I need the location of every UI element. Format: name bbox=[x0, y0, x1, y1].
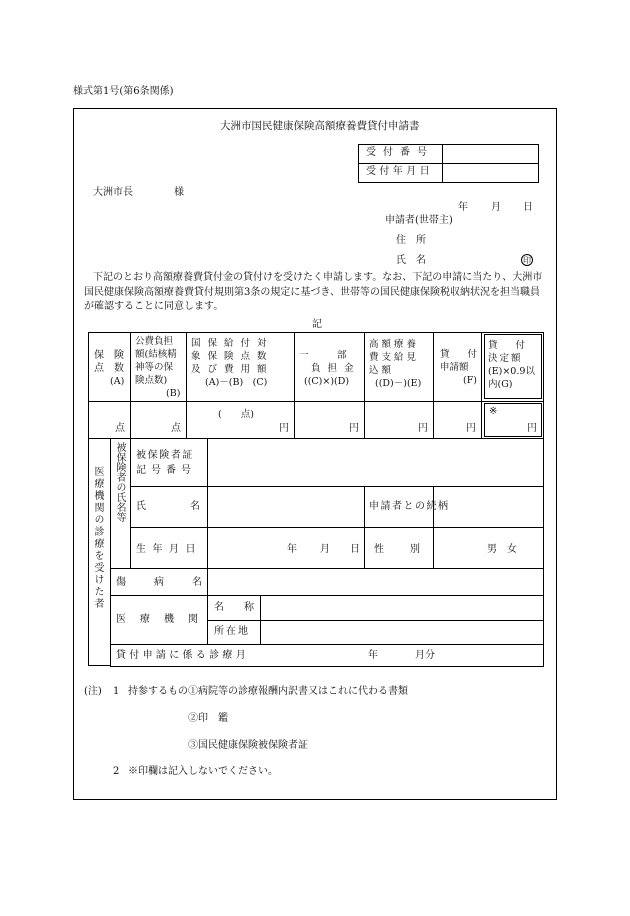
loan-year: 年 bbox=[368, 650, 378, 661]
institution-label: 医療機関 bbox=[116, 614, 212, 625]
header-f-2: 申請額 bbox=[440, 362, 469, 373]
inst-address-field[interactable] bbox=[262, 622, 542, 643]
header-d-3: ((C)×)(D) bbox=[304, 376, 350, 387]
ki-label: 記 bbox=[312, 319, 322, 330]
kome-mark: ※ bbox=[489, 406, 498, 417]
inst-name-field[interactable] bbox=[262, 597, 542, 619]
header-e-3: 込額 bbox=[369, 365, 395, 376]
header-b-1: 公費負担 bbox=[135, 336, 174, 347]
seal-icon: 印 bbox=[523, 255, 531, 265]
points-a-field[interactable] bbox=[90, 403, 129, 437]
form-title: 大洲市国民健康保険高額療養費貸付申請書 bbox=[220, 120, 420, 132]
header-f-1: 貸付 bbox=[440, 349, 496, 360]
disease-field[interactable] bbox=[209, 570, 542, 594]
date-month: 月 bbox=[491, 202, 501, 213]
birthdate-field[interactable] bbox=[209, 529, 363, 567]
notes-prefix: (注) bbox=[84, 686, 102, 697]
card-number-label-2: 記号番号 bbox=[136, 465, 196, 476]
unit-g: 円 bbox=[527, 423, 537, 434]
disease-label: 傷病名 bbox=[116, 577, 230, 588]
header-c-4: (A)－(B) (C) bbox=[205, 377, 268, 388]
header-a-1: 保険 bbox=[94, 350, 134, 361]
side-label: 医療機関の診療を受けた者 bbox=[92, 466, 103, 610]
header-e-4: ((D)－)(E) bbox=[375, 378, 422, 389]
header-d-2: 負担金 bbox=[311, 363, 361, 374]
note-1-a: 持参するもの①病院等の診療報酬内訳書又はこれに代わる書類 bbox=[128, 686, 408, 697]
loan-month-unit: 月分 bbox=[415, 650, 435, 661]
note-2-num: 2 bbox=[113, 766, 120, 777]
header-f-3: (F) bbox=[463, 375, 478, 386]
card-number-label-1: 被保険者証 bbox=[136, 450, 194, 461]
header-c-1: 国保給付対 bbox=[191, 338, 274, 349]
intro-line-3: が確認することに同意します。 bbox=[84, 301, 224, 312]
name-label: 氏名 bbox=[136, 501, 244, 512]
insured-label: 被保険者の氏名等 bbox=[114, 442, 125, 522]
intro-line-2: 国民健康保険高額療養費貸付規則第3条の規定に基づき、世帯等の国民健康保険税収納状況を担当職員 bbox=[84, 287, 540, 298]
receipt-number-field[interactable] bbox=[444, 146, 536, 161]
note-2: ※印欄は記入しないでください。 bbox=[128, 766, 278, 777]
unit-d: 円 bbox=[349, 423, 359, 434]
header-e-1: 高額療養 bbox=[369, 339, 420, 350]
applicant-name-label: 氏名 bbox=[396, 255, 436, 266]
header-g-3: (E)×0.9以 bbox=[488, 366, 535, 377]
header-d-1: 一 部 bbox=[299, 350, 347, 361]
unit-c-paren: ( 点) bbox=[218, 409, 254, 420]
birth-month: 月 bbox=[320, 544, 330, 555]
sex-label: 性別 bbox=[374, 544, 446, 555]
unit-b: 点 bbox=[171, 423, 181, 434]
applicant-label: 申請者(世帯主) bbox=[385, 215, 453, 226]
note-1-b: ②印 鑑 bbox=[188, 713, 228, 724]
loan-month-label: 貸付申請に係る診療月 bbox=[116, 650, 249, 661]
header-e-2: 費支給見 bbox=[369, 352, 420, 363]
receipt-date-field[interactable] bbox=[444, 165, 536, 180]
amount-f-field[interactable] bbox=[435, 403, 480, 437]
receipt-number-label: 受付番号 bbox=[366, 147, 434, 158]
header-g-1: 貸付 bbox=[488, 340, 544, 351]
header-b-3: 神等の保 bbox=[135, 362, 174, 373]
note-1-num: 1 bbox=[113, 686, 120, 697]
inst-address-label: 所在地 bbox=[214, 626, 250, 637]
header-g-4: 内(G) bbox=[488, 379, 513, 390]
form-label: 様式第1号(第6条関係) bbox=[73, 86, 174, 97]
header-b-2: 額(結核精 bbox=[135, 349, 177, 360]
applicant-name-field[interactable] bbox=[440, 252, 518, 268]
addressee: 大洲市長 bbox=[93, 187, 133, 198]
header-a-2: 点数 bbox=[94, 363, 134, 374]
header-c-2: 象保険点数 bbox=[191, 351, 274, 362]
inst-name-label: 名称 bbox=[214, 602, 274, 613]
date-day: 日 bbox=[523, 202, 533, 213]
amount-e-field[interactable] bbox=[366, 403, 432, 437]
header-b-4: 険点数) bbox=[135, 375, 168, 386]
addressee-suffix: 様 bbox=[174, 187, 184, 198]
unit-e: 円 bbox=[418, 423, 428, 434]
amount-c-field[interactable] bbox=[188, 403, 293, 437]
birth-year: 年 bbox=[287, 544, 297, 555]
birth-day: 日 bbox=[350, 544, 360, 555]
note-1-c: ③国民健康保険被保険者証 bbox=[188, 740, 308, 751]
intro-line-1: 下記のとおり高額療養費貸付金の貸付けを受けたく申請します。なお、下記の申請に当たり、大洲市 bbox=[93, 272, 543, 283]
header-b-5: (B) bbox=[166, 388, 181, 399]
sex-options[interactable]: 男 女 bbox=[487, 544, 517, 555]
applicant-address-field[interactable] bbox=[440, 232, 540, 248]
amount-d-field[interactable] bbox=[296, 403, 363, 437]
unit-f: 円 bbox=[466, 423, 476, 434]
header-a-3: (A) bbox=[110, 376, 125, 387]
date-year: 年 bbox=[458, 202, 468, 213]
unit-c: 円 bbox=[279, 423, 289, 434]
header-c-3: 及び費用額 bbox=[191, 364, 274, 375]
receipt-date-label: 受付年月日 bbox=[366, 166, 433, 177]
relationship-field[interactable] bbox=[435, 488, 542, 526]
name-field[interactable] bbox=[209, 488, 363, 526]
loan-month-field[interactable] bbox=[262, 646, 542, 665]
unit-a: 点 bbox=[115, 423, 125, 434]
card-number-field[interactable] bbox=[209, 440, 542, 485]
header-g-2: 決定額 bbox=[488, 353, 523, 364]
points-b-field[interactable] bbox=[132, 403, 185, 437]
applicant-address-label: 住所 bbox=[396, 235, 436, 246]
birthdate-label: 生年月日 bbox=[136, 544, 202, 555]
relationship-label: 申請者との続柄 bbox=[369, 501, 450, 512]
